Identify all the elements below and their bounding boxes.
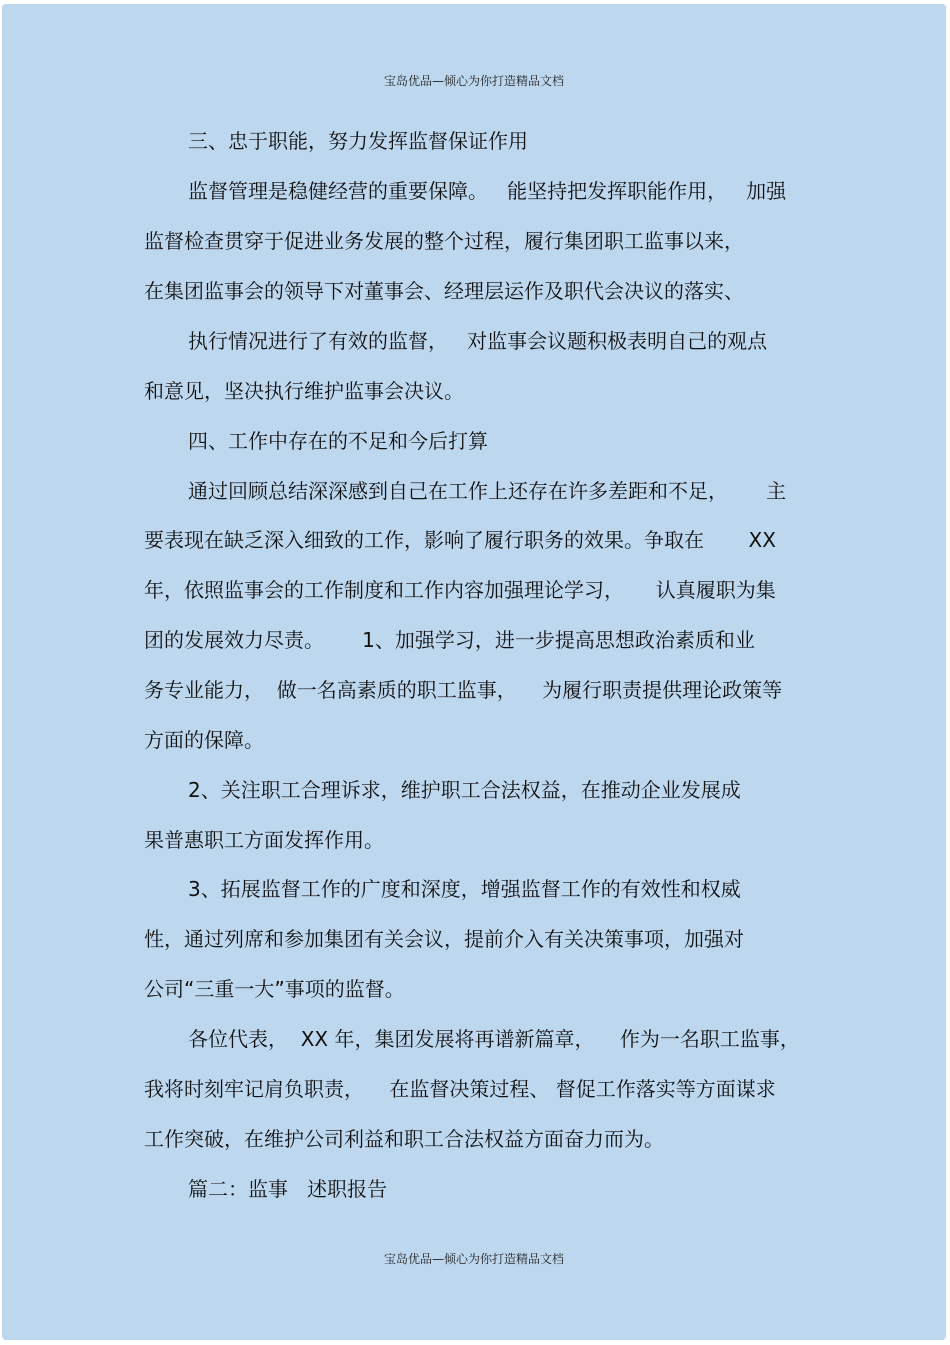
paragraph-line: 要表现在缺乏深入细致的工作，影响了履行职务的效果。争取在 XX bbox=[144, 528, 776, 552]
paragraph-line: 2、关注职工合理诉求，维护职工合法权益，在推动企业发展成 bbox=[188, 778, 741, 802]
paragraph-line: 监督管理是稳健经营的重要保障。 能坚持把发挥职能作用， 加强 bbox=[188, 179, 787, 203]
paragraph-line: 工作突破，在维护公司利益和职工合法权益方面奋力而为。 bbox=[144, 1127, 664, 1151]
paragraph-line: 果普惠职工方面发挥作用。 bbox=[144, 828, 384, 852]
paragraph-line: 性，通过列席和参加集团有关会议，提前介入有关决策事项，加强对 bbox=[144, 927, 744, 951]
section-heading: 四、工作中存在的不足和今后打算 bbox=[188, 429, 488, 453]
paragraph-line: 在集团监事会的领导下对董事会、经理层运作及职代会决议的落实、 bbox=[144, 279, 744, 303]
paragraph-line: 监督检查贯穿于促进业务发展的整个过程，履行集团职工监事以来， bbox=[144, 229, 744, 253]
paragraph-line: 3、拓展监督工作的广度和深度，增强监督工作的有效性和权威 bbox=[188, 877, 741, 901]
document-page bbox=[2, 4, 946, 1340]
paragraph-line: 务专业能力， 做一名高素质的职工监事， 为履行职责提供理论政策等 bbox=[144, 678, 783, 702]
paragraph-line: 我将时刻牢记肩负职责， 在监督决策过程、 督促工作落实等方面谋求 bbox=[144, 1077, 776, 1101]
paragraph-line: 执行情况进行了有效的监督， 对监事会议题积极表明自己的观点 bbox=[188, 329, 768, 353]
paragraph-line: 和意见，坚决执行维护监事会决议。 bbox=[144, 379, 464, 403]
page-header: 宝岛优品—倾心为你打造精品文档 bbox=[383, 74, 564, 88]
paragraph-line: 通过回顾总结深深感到自己在工作上还存在许多差距和不足， 主 bbox=[188, 479, 787, 503]
paragraph-line: 团的发展效力尽责。 1、加强学习，进一步提高思想政治素质和业 bbox=[144, 628, 755, 652]
section-heading: 篇二：监事 述职报告 bbox=[188, 1177, 388, 1201]
paragraph-line: 各位代表， XX 年，集团发展将再谱新篇章， 作为一名职工监事， bbox=[188, 1027, 800, 1051]
section-heading: 三、忠于职能，努力发挥监督保证作用 bbox=[188, 129, 528, 153]
paragraph-line: 年，依照监事会的工作制度和工作内容加强理论学习， 认真履职为集 bbox=[144, 578, 776, 602]
paragraph-line: 公司“三重一大”事项的监督。 bbox=[144, 977, 405, 1001]
page-footer: 宝岛优品—倾心为你打造精品文档 bbox=[383, 1252, 564, 1266]
paragraph-line: 方面的保障。 bbox=[144, 728, 264, 752]
